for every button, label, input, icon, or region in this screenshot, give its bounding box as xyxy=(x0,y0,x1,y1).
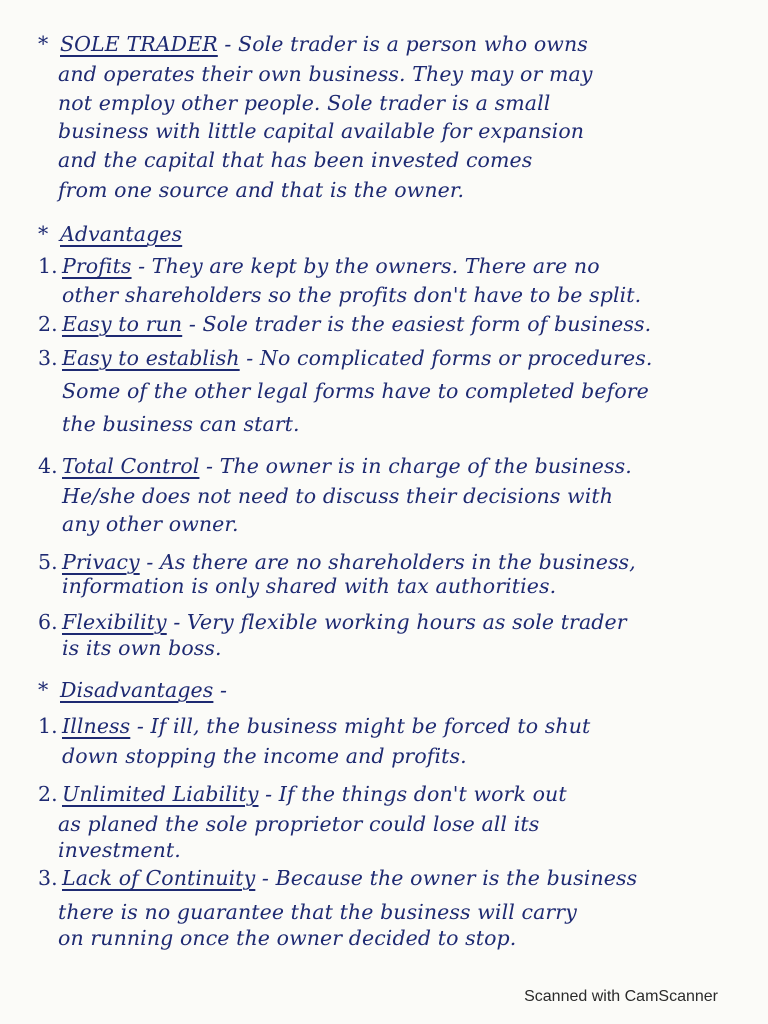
text-line: is its own boss. xyxy=(62,636,222,660)
item-text: - As there are no shareholders in the business, xyxy=(139,550,636,574)
item-text: - If the things don't work out xyxy=(258,782,567,806)
text-line: business with little capital available for expansion xyxy=(58,119,585,143)
text-line: other shareholders so the profits don't have to be split. xyxy=(62,283,642,307)
item-number: 1. xyxy=(38,254,58,278)
item-title: Profits xyxy=(62,254,132,278)
item-title: Unlimited Liability xyxy=(62,782,259,806)
disadvantage-item-2 xyxy=(38,780,758,809)
disadvantage-item-3 xyxy=(38,864,758,893)
disadvantages-heading: Disadvantages xyxy=(60,678,214,702)
item-number: 2. xyxy=(38,782,58,806)
text-line: and operates their own business. They may or may xyxy=(58,62,593,86)
item-text: - Because the owner is the business xyxy=(255,866,638,890)
bullet: * xyxy=(38,32,49,56)
advantage-item-2 xyxy=(38,310,758,339)
item-text: - Very flexible working hours as sole trader xyxy=(166,610,627,634)
text-line: He/she does not need to discuss their decisions with xyxy=(62,484,614,508)
advantage-item-1 xyxy=(38,252,758,281)
item-text: - The owner is in charge of the business. xyxy=(199,454,632,478)
text-line: the business can start. xyxy=(62,412,300,436)
text-line: investment. xyxy=(58,838,181,862)
item-title: Flexibility xyxy=(62,610,167,634)
item-title: Total Control xyxy=(62,454,200,478)
item-title: Easy to run xyxy=(62,312,183,336)
item-number: 1. xyxy=(38,714,58,738)
advantages-heading: Advantages xyxy=(60,222,183,246)
text-line: from one source and that is the owner. xyxy=(58,178,465,202)
heading-suffix: - xyxy=(213,678,228,702)
text-line: down stopping the income and profits. xyxy=(62,744,467,768)
advantage-item-4 xyxy=(38,452,758,481)
item-title: Easy to establish xyxy=(62,346,240,370)
text-line: - Sole trader is a person who owns xyxy=(217,32,588,56)
item-title: Privacy xyxy=(62,550,140,574)
text-line: on running once the owner decided to stop. xyxy=(58,926,517,950)
sole-trader-heading-line xyxy=(38,30,758,59)
item-number: 2. xyxy=(38,312,58,336)
item-number: 6. xyxy=(38,610,58,634)
text-line: as planed the sole proprietor could lose all its xyxy=(58,812,540,836)
bullet: * xyxy=(38,222,49,246)
disadvantages-heading-line xyxy=(38,676,758,705)
item-number: 3. xyxy=(38,346,58,370)
item-text: - No complicated forms or procedures. xyxy=(239,346,653,370)
item-title: Illness xyxy=(62,714,131,738)
text-line: and the capital that has been invested comes xyxy=(58,148,533,172)
sole-trader-heading: SOLE TRADER xyxy=(60,32,218,56)
advantages-heading-line xyxy=(38,220,758,249)
advantage-item-6 xyxy=(38,608,758,637)
text-line: not employ other people. Sole trader is a small xyxy=(58,91,551,115)
item-text: - They are kept by the owners. There are no xyxy=(131,254,600,278)
item-text: - Sole trader is the easiest form of business. xyxy=(182,312,652,336)
bullet: * xyxy=(38,678,49,702)
text-line: Some of the other legal forms have to completed before xyxy=(62,379,649,403)
advantage-item-3 xyxy=(38,344,758,373)
text-line: information is only shared with tax authorities. xyxy=(62,574,557,598)
text-line: any other owner. xyxy=(62,512,239,536)
camscanner-watermark: Scanned with CamScanner xyxy=(524,988,718,1005)
item-number: 3. xyxy=(38,866,58,890)
item-number: 5. xyxy=(38,550,58,574)
disadvantage-item-1 xyxy=(38,712,758,741)
item-text: - If ill, the business might be forced to shut xyxy=(130,714,591,738)
text-line: there is no guarantee that the business will carry xyxy=(58,900,577,924)
item-title: Lack of Continuity xyxy=(62,866,256,890)
item-number: 4. xyxy=(38,454,58,478)
